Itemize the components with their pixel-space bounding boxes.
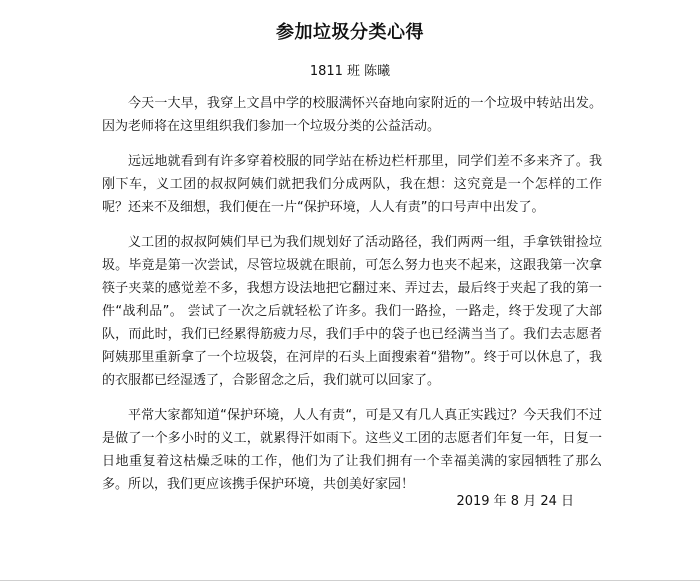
document-date: 2019 年 8 月 24 日 [456,494,574,509]
paragraph-1: 今天一大早，我穿上文昌中学的校服满怀兴奋地向家附近的一个垃圾中转站出发。因为老师将在这里组织我们参加一个垃圾分类的公益活动。 [102,96,602,134]
document-title: 参加垃圾分类心得 [276,22,424,43]
paragraph-3: 义工团的叔叔阿姨们早已为我们规划好了活动路径，我们两两一组，手拿铁钳捡垃圾。毕竟是第一次尝试，尽管垃圾就在眼前，可怎么努力也夹不起来，这跟我第一次拿筷子夹菜的感觉差不多，我想方设法地把它翻过来、弄过去，最后终于夹起了我的第一件“战利品”。 尝试了一次之后就轻松了许多。我们一路捡，一路走，终于发现了大部队，而此时，我们已经累得筋疲力尽，我们手中的袋子也已经满当当了。我们去志愿者阿姨那里重新拿了一个垃圾袋，在河岸的石头上面搜索着“猎物”。终于可以休息了，我的衣服都已经湿透了，合影留念之后，我们就可以回家了。 [102,235,602,388]
paragraph-2: 远远地就看到有许多穿着校服的同学站在桥边栏杆那里，同学们差不多来齐了。我刚下车，义工团的叔叔阿姨们就把我们分成两队，我在想：这究竟是一个怎样的工作呢？还来不及细想，我们便在一片“保护环境，人人有责”的口号声中出发了。 [102,154,602,215]
author-byline: 1811 班 陈曦 [309,64,391,79]
paragraph-4: 平常大家都知道“保护环境，人人有责“，可是又有几人真正实践过？今天我们不过是做了一个多小时的义工，就累得汗如雨下。这些义工团的志愿者们年复一年，日复一日地重复着这枯燥乏味的工作，他们为了让我们拥有一个幸福美满的家园牺牲了那么多。所以，我们更应该携手保护环境，共创美好家园！ [102,408,602,492]
document-body [102,92,602,508]
page-bottom-divider [0,580,700,581]
